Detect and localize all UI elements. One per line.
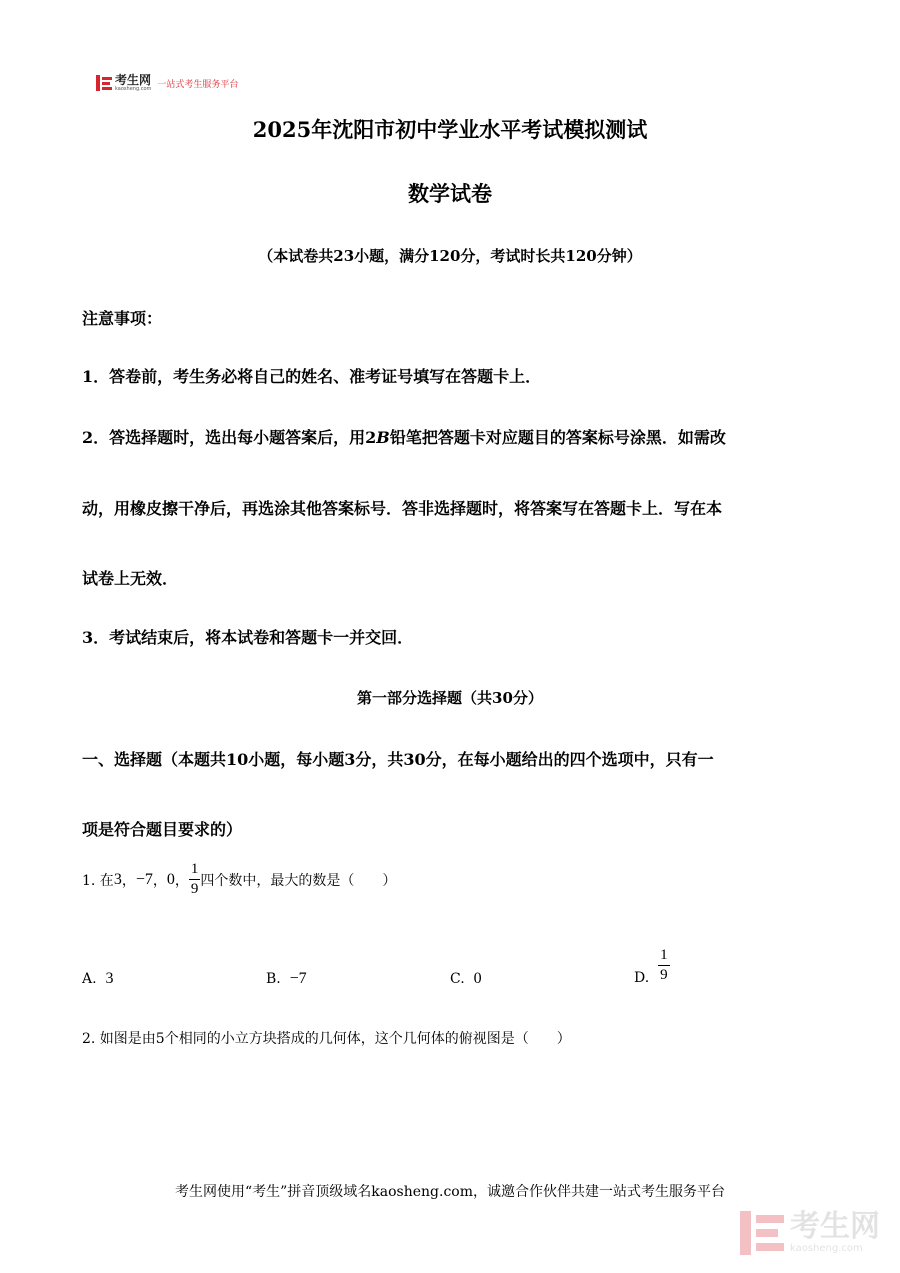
note-item-2-post: 铅笔把答题卡对应题目的答案标号涂黑．如需改 <box>389 428 726 447</box>
q1-sep-2: ， <box>152 872 167 889</box>
note-item-2-line-3: 试卷上无效． <box>82 569 179 588</box>
q1-option-a-label: A. <box>82 971 97 987</box>
note-item-3: 3．考试结束后，将本试卷和答题卡一并交回． <box>82 628 414 647</box>
q1-option-d-fraction <box>658 948 670 983</box>
q1-number-1: 3 <box>113 870 122 888</box>
note-item-2-line-2: 动，用橡皮擦干净后，再选涂其他答案标号．答非选择题时，将答案写在答题卡上．写在本 <box>82 499 723 518</box>
kaosheng-logo-icon <box>96 75 112 91</box>
q1-prefix: 1. 在 <box>82 872 114 889</box>
q1-option-b-value: −7 <box>289 970 307 987</box>
watermark-logo-icon <box>740 1211 784 1255</box>
logo-domain: kaosheng.com <box>115 86 152 92</box>
note-item-2-pencil-letter: B <box>376 428 390 447</box>
watermark <box>740 1211 880 1255</box>
logo-slogan: 一站式考生服务平台 <box>157 79 239 90</box>
notes-heading: 注意事项： <box>82 309 163 328</box>
q1-option-d-label: D. <box>634 970 650 986</box>
note-item-2-line-1 <box>82 425 726 448</box>
q1-option-b-label: B. <box>266 971 281 987</box>
q1-fraction-denominator: 9 <box>190 881 199 897</box>
q1-suffix: 四个数中，最大的数是（ ） <box>200 872 397 889</box>
q1-fraction-numerator: 1 <box>189 862 201 880</box>
q1-number-3: 0 <box>166 870 175 888</box>
exam-title: 2025年沈阳市初中学业水平考试模拟测试 <box>252 117 648 142</box>
part1-title: 第一部分选择题（共30分） <box>357 689 543 707</box>
q1-option-b <box>266 970 307 988</box>
q1-fraction <box>189 862 201 897</box>
part1-instructions-line-2: 项是符合题目要求的） <box>82 820 243 839</box>
header-logo <box>96 74 238 92</box>
subject-title: 数学试卷 <box>408 181 492 206</box>
note-item-2-pre: 2．答选择题时，选出每小题答案后，用2 <box>82 428 377 447</box>
watermark-name: 考生网 <box>790 1209 880 1244</box>
q1-option-d-denominator: 9 <box>660 966 668 983</box>
q1-option-a <box>82 970 113 988</box>
watermark-domain: kaosheng.com <box>790 1243 863 1254</box>
footer-text: 考生网使用“考生”拼音顶级域名kaosheng.com，诚邀合作伙伴共建一站式考生服务平台 <box>174 1184 726 1200</box>
q1-option-d-numerator: 1 <box>658 948 670 966</box>
note-item-1: 1．答卷前，考生务必将自己的姓名、准考证号填写在答题卡上． <box>82 367 542 386</box>
exam-info: （本试卷共23小题，满分120分，考试时长共120分钟） <box>258 247 642 265</box>
q1-sep-3: ， <box>174 872 189 889</box>
q1-option-c <box>450 970 482 988</box>
q1-option-c-label: C. <box>450 971 465 987</box>
logo-name: 考生网 <box>115 73 152 87</box>
q1-number-2: −7 <box>135 870 153 888</box>
q1-option-c-value: 0 <box>473 970 482 987</box>
part1-instructions-line-1: 一、选择题（本题共10小题，每小题3分，共30分，在每小题给出的四个选项中，只有一 <box>82 750 714 769</box>
q1-sep-1: ， <box>121 872 136 889</box>
q1-option-a-value: 3 <box>105 970 114 987</box>
question-2: 2. 如图是由5个相同的小立方块搭成的几何体，这个几何体的俯视图是（ ） <box>82 1031 571 1047</box>
question-1 <box>82 862 396 897</box>
q1-option-d <box>634 944 670 986</box>
